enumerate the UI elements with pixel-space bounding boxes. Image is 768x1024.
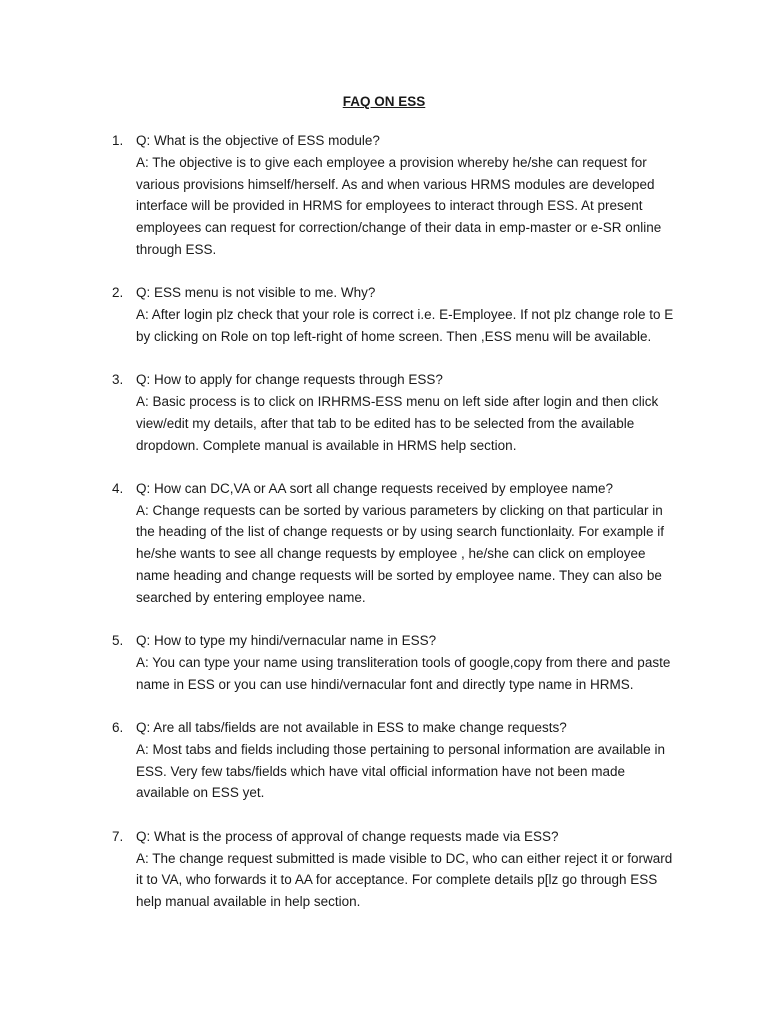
faq-answer: A: After login plz check that your role is correct i.e. E-Employee. If not plz change role to E by clicking on Role on top left-right of home screen. Then ,ESS menu will be available. <box>136 307 674 344</box>
item-number: 4. <box>112 480 124 496</box>
faq-question: Q: How to apply for change requests through ESS? <box>136 372 443 388</box>
faq-body <box>136 826 681 913</box>
item-number: 5. <box>112 633 124 649</box>
faq-item <box>0 130 768 261</box>
faq-answer: A: The objective is to give each employee a provision whereby he/she can request for various provisions himself/herself. As and when various HRMS modules are developed interface will be provided in HRMS for employees to interact through ESS. At present employees can request for correction/change of their data in emp-master or e-SR online through ESS. <box>136 154 662 257</box>
document-title: FAQ ON ESS <box>342 94 426 109</box>
faq-item <box>0 630 768 695</box>
faq-item <box>0 478 768 609</box>
item-number: 1. <box>112 133 124 148</box>
faq-list <box>0 130 768 934</box>
faq-question: Q: How can DC,VA or AA sort all change requests received by employee name? <box>136 480 613 496</box>
faq-body <box>136 630 681 695</box>
faq-body <box>136 369 681 456</box>
faq-body <box>136 717 681 804</box>
item-number: 6. <box>112 720 124 736</box>
faq-body <box>136 130 681 261</box>
faq-question: Q: ESS menu is not visible to me. Why? <box>136 285 376 301</box>
faq-answer: A: Change requests can be sorted by various parameters by clicking on that particular in the heading of the list of change requests or by using search functionlaity. For example if he/she wants to see all change requests by employee , he/she can click on employee name heading and change requests will be sorted by employee name. They can also be searched by entering employee name. <box>136 502 665 605</box>
faq-answer: A: Most tabs and fields including those pertaining to personal information are available in ESS. Very few tabs/fields which have vital official information have not been made available on ESS yet. <box>136 741 666 801</box>
faq-body <box>136 282 681 347</box>
item-number: 3. <box>112 372 124 388</box>
faq-answer: A: You can type your name using transliteration tools of google,copy from there and paste name in ESS or you can use hindi/vernacular font and directly type name in HRMS. <box>136 654 671 692</box>
faq-answer: A: Basic process is to click on IRHRMS-ESS menu on left side after login and then click view/edit my details, after that tab to be edited has to be selected from the available dropdown. Complete manual is available in HRMS help section. <box>136 393 659 453</box>
faq-question: Q: How to type my hindi/vernacular name in ESS? <box>136 633 437 649</box>
item-number: 7. <box>112 828 124 844</box>
faq-item <box>0 369 768 456</box>
faq-question: Q: What is the process of approval of change requests made via ESS? <box>136 828 559 844</box>
faq-item <box>0 826 768 913</box>
faq-answer: A: The change request submitted is made visible to DC, who can either reject it or forward it to VA, who forwards it to AA for acceptance. For complete details p[lz go through ESS help manual available in help section. <box>136 850 673 910</box>
item-number: 2. <box>112 285 124 301</box>
faq-item <box>0 282 768 347</box>
faq-question: Q: Are all tabs/fields are not available in ESS to make change requests? <box>136 720 567 736</box>
faq-item <box>0 717 768 804</box>
faq-question: Q: What is the objective of ESS module? <box>136 133 380 148</box>
faq-body <box>136 478 681 609</box>
